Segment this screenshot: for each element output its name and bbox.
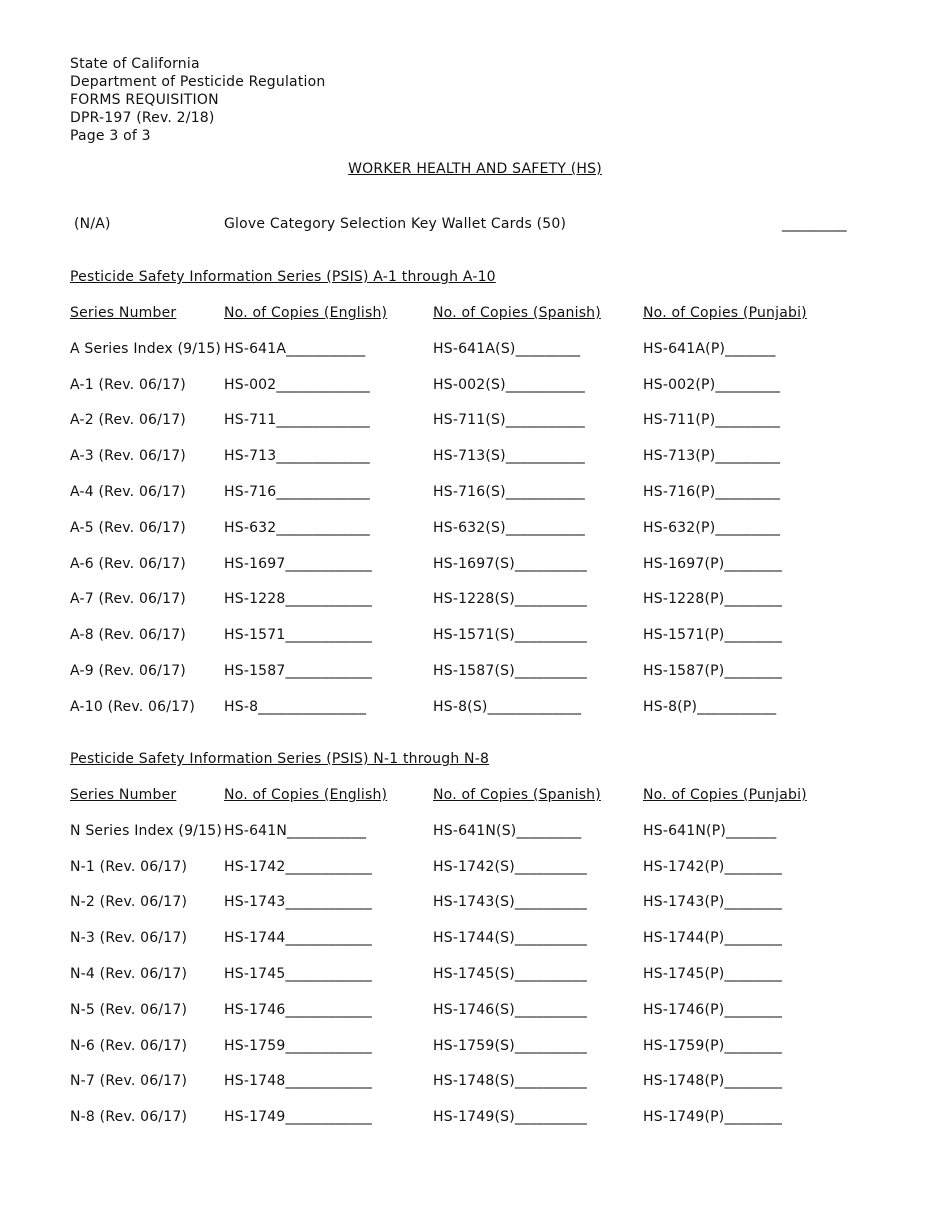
spanish-copies-field[interactable]: HS-641A(S)_________: [433, 340, 581, 357]
series-number: N Series Index (9/15): [70, 822, 222, 839]
spanish-copies-field[interactable]: HS-1571(S)__________: [433, 627, 587, 644]
punjabi-copies-field[interactable]: HS-1571(P)________: [643, 627, 783, 644]
glove-card-quantity-field[interactable]: _________: [782, 216, 847, 232]
glove-card-row: [0, 216, 950, 236]
punjabi-copies-field[interactable]: HS-1759(P)________: [643, 1037, 783, 1054]
spanish-copies-field[interactable]: HS-1744(S)__________: [433, 930, 587, 947]
english-copies-field[interactable]: HS-1697____________: [224, 555, 372, 572]
table-row: [0, 556, 950, 592]
spanish-copies-field[interactable]: HS-1746(S)__________: [433, 1001, 587, 1018]
series-number: N-7 (Rev. 06/17): [70, 1073, 188, 1090]
table-row: [0, 412, 950, 448]
series-number: N-4 (Rev. 06/17): [70, 965, 188, 982]
table-row: [0, 699, 950, 735]
spanish-copies-field[interactable]: HS-1587(S)__________: [433, 662, 587, 679]
english-copies-field[interactable]: HS-641N___________: [224, 822, 367, 839]
punjabi-copies-field[interactable]: HS-711(P)_________: [643, 412, 781, 429]
table-row: [0, 1038, 950, 1074]
spanish-copies-field[interactable]: HS-1749(S)__________: [433, 1109, 587, 1126]
series-number: N-6 (Rev. 06/17): [70, 1037, 188, 1054]
table-row: [0, 663, 950, 699]
punjabi-copies-field[interactable]: HS-716(P)_________: [643, 483, 781, 500]
english-copies-field[interactable]: HS-1743____________: [224, 894, 372, 911]
punjabi-copies-field[interactable]: HS-1742(P)________: [643, 858, 783, 875]
series-number: A-3 (Rev. 06/17): [70, 448, 186, 465]
page-number: Page 3 of 3: [70, 128, 151, 144]
form-id: DPR-197 (Rev. 2/18): [70, 110, 215, 126]
english-copies-field[interactable]: HS-1228____________: [224, 591, 372, 608]
column-header-spanish: No. of Copies (Spanish): [433, 787, 601, 803]
column-header-punjabi: No. of Copies (Punjabi): [643, 787, 807, 803]
table-row: [0, 484, 950, 520]
series-number: A-6 (Rev. 06/17): [70, 555, 186, 572]
series-number: A-5 (Rev. 06/17): [70, 519, 186, 536]
table-row: [0, 627, 950, 663]
english-copies-field[interactable]: HS-1759____________: [224, 1037, 372, 1054]
column-header-spanish: No. of Copies (Spanish): [433, 305, 601, 321]
table-row: [0, 823, 950, 859]
section-title-n-series: Pesticide Safety Information Series (PSIS) N-1 through N-8: [70, 751, 490, 767]
english-copies-field[interactable]: HS-1745____________: [224, 965, 372, 982]
spanish-copies-field[interactable]: HS-8(S)_____________: [433, 698, 582, 715]
series-number: A-4 (Rev. 06/17): [70, 483, 186, 500]
series-number: A Series Index (9/15): [70, 340, 222, 357]
glove-card-label: Glove Category Selection Key Wallet Cards (50): [224, 216, 567, 232]
english-copies-field[interactable]: HS-713_____________: [224, 448, 370, 465]
spanish-copies-field[interactable]: HS-711(S)___________: [433, 412, 585, 429]
series-number: N-8 (Rev. 06/17): [70, 1109, 188, 1126]
spanish-copies-field[interactable]: HS-1759(S)__________: [433, 1037, 587, 1054]
english-copies-field[interactable]: HS-1749____________: [224, 1109, 372, 1126]
table-row: [0, 520, 950, 556]
form-header: [70, 55, 325, 145]
glove-card-code: (N/A): [74, 216, 111, 232]
english-copies-field[interactable]: HS-632_____________: [224, 519, 370, 536]
english-copies-field[interactable]: HS-716_____________: [224, 483, 370, 500]
spanish-copies-field[interactable]: HS-002(S)___________: [433, 376, 585, 393]
column-header-punjabi: No. of Copies (Punjabi): [643, 305, 807, 321]
table-row: [0, 341, 950, 377]
spanish-copies-field[interactable]: HS-1743(S)__________: [433, 894, 587, 911]
punjabi-copies-field[interactable]: HS-1746(P)________: [643, 1001, 783, 1018]
punjabi-copies-field[interactable]: HS-1587(P)________: [643, 662, 783, 679]
punjabi-copies-field[interactable]: HS-002(P)_________: [643, 376, 781, 393]
spanish-copies-field[interactable]: HS-1745(S)__________: [433, 965, 587, 982]
punjabi-copies-field[interactable]: HS-1743(P)________: [643, 894, 783, 911]
series-number: A-2 (Rev. 06/17): [70, 412, 186, 429]
punjabi-copies-field[interactable]: HS-1228(P)________: [643, 591, 783, 608]
table-row: [0, 377, 950, 413]
column-header-english: No. of Copies (English): [224, 787, 388, 803]
column-header-series: Series Number: [70, 787, 177, 803]
series-number: A-1 (Rev. 06/17): [70, 376, 186, 393]
table-row: [0, 1073, 950, 1109]
spanish-copies-field[interactable]: HS-716(S)___________: [433, 483, 585, 500]
table-row: [0, 859, 950, 895]
spanish-copies-field[interactable]: HS-641N(S)_________: [433, 822, 582, 839]
punjabi-copies-field[interactable]: HS-1745(P)________: [643, 965, 783, 982]
spanish-copies-field[interactable]: HS-1228(S)__________: [433, 591, 587, 608]
series-number: A-9 (Rev. 06/17): [70, 662, 186, 679]
spanish-copies-field[interactable]: HS-1748(S)__________: [433, 1073, 587, 1090]
punjabi-copies-field[interactable]: HS-641N(P)_______: [643, 822, 777, 839]
a-series-table: [0, 305, 950, 735]
english-copies-field[interactable]: HS-1748____________: [224, 1073, 372, 1090]
series-number: N-1 (Rev. 06/17): [70, 858, 188, 875]
punjabi-copies-field[interactable]: HS-713(P)_________: [643, 448, 781, 465]
series-number: A-7 (Rev. 06/17): [70, 591, 186, 608]
table-row: [0, 930, 950, 966]
column-header-english: No. of Copies (English): [224, 305, 388, 321]
english-copies-field[interactable]: HS-1742____________: [224, 858, 372, 875]
punjabi-copies-field[interactable]: HS-1697(P)________: [643, 555, 783, 572]
english-copies-field[interactable]: HS-1744____________: [224, 930, 372, 947]
punjabi-copies-field[interactable]: HS-641A(P)_______: [643, 340, 776, 357]
series-number: N-3 (Rev. 06/17): [70, 930, 188, 947]
punjabi-copies-field[interactable]: HS-1744(P)________: [643, 930, 783, 947]
form-name: FORMS REQUISITION: [70, 92, 219, 108]
table-row: [0, 591, 950, 627]
series-number: N-2 (Rev. 06/17): [70, 894, 188, 911]
spanish-copies-field[interactable]: HS-713(S)___________: [433, 448, 585, 465]
punjabi-copies-field[interactable]: HS-1749(P)________: [643, 1109, 783, 1126]
english-copies-field[interactable]: HS-641A___________: [224, 340, 366, 357]
punjabi-copies-field[interactable]: HS-8(P)___________: [643, 698, 777, 715]
series-number: N-5 (Rev. 06/17): [70, 1001, 188, 1018]
series-number: A-8 (Rev. 06/17): [70, 627, 186, 644]
department-name: Department of Pesticide Regulation: [70, 74, 326, 90]
english-copies-field[interactable]: HS-1571____________: [224, 627, 372, 644]
english-copies-field[interactable]: HS-1746____________: [224, 1001, 372, 1018]
series-number: A-10 (Rev. 06/17): [70, 698, 196, 715]
spanish-copies-field[interactable]: HS-632(S)___________: [433, 519, 585, 536]
page-title: WORKER HEALTH AND SAFETY (HS): [348, 161, 602, 177]
table-row: [0, 1109, 950, 1145]
punjabi-copies-field[interactable]: HS-1748(P)________: [643, 1073, 783, 1090]
table-row: [0, 894, 950, 930]
spanish-copies-field[interactable]: HS-1697(S)__________: [433, 555, 587, 572]
table-row: [0, 1002, 950, 1038]
column-header-series: Series Number: [70, 305, 177, 321]
punjabi-copies-field[interactable]: HS-632(P)_________: [643, 519, 781, 536]
section-title-a-series: Pesticide Safety Information Series (PSIS) A-1 through A-10: [70, 269, 496, 285]
column-header-row: [0, 305, 950, 341]
n-series-table: [0, 787, 950, 1145]
english-copies-field[interactable]: HS-002_____________: [224, 376, 370, 393]
english-copies-field[interactable]: HS-1587____________: [224, 662, 372, 679]
table-row: [0, 448, 950, 484]
english-copies-field[interactable]: HS-8_______________: [224, 698, 367, 715]
spanish-copies-field[interactable]: HS-1742(S)__________: [433, 858, 587, 875]
english-copies-field[interactable]: HS-711_____________: [224, 412, 370, 429]
column-header-row: [0, 787, 950, 823]
table-row: [0, 966, 950, 1002]
state-name: State of California: [70, 56, 200, 72]
